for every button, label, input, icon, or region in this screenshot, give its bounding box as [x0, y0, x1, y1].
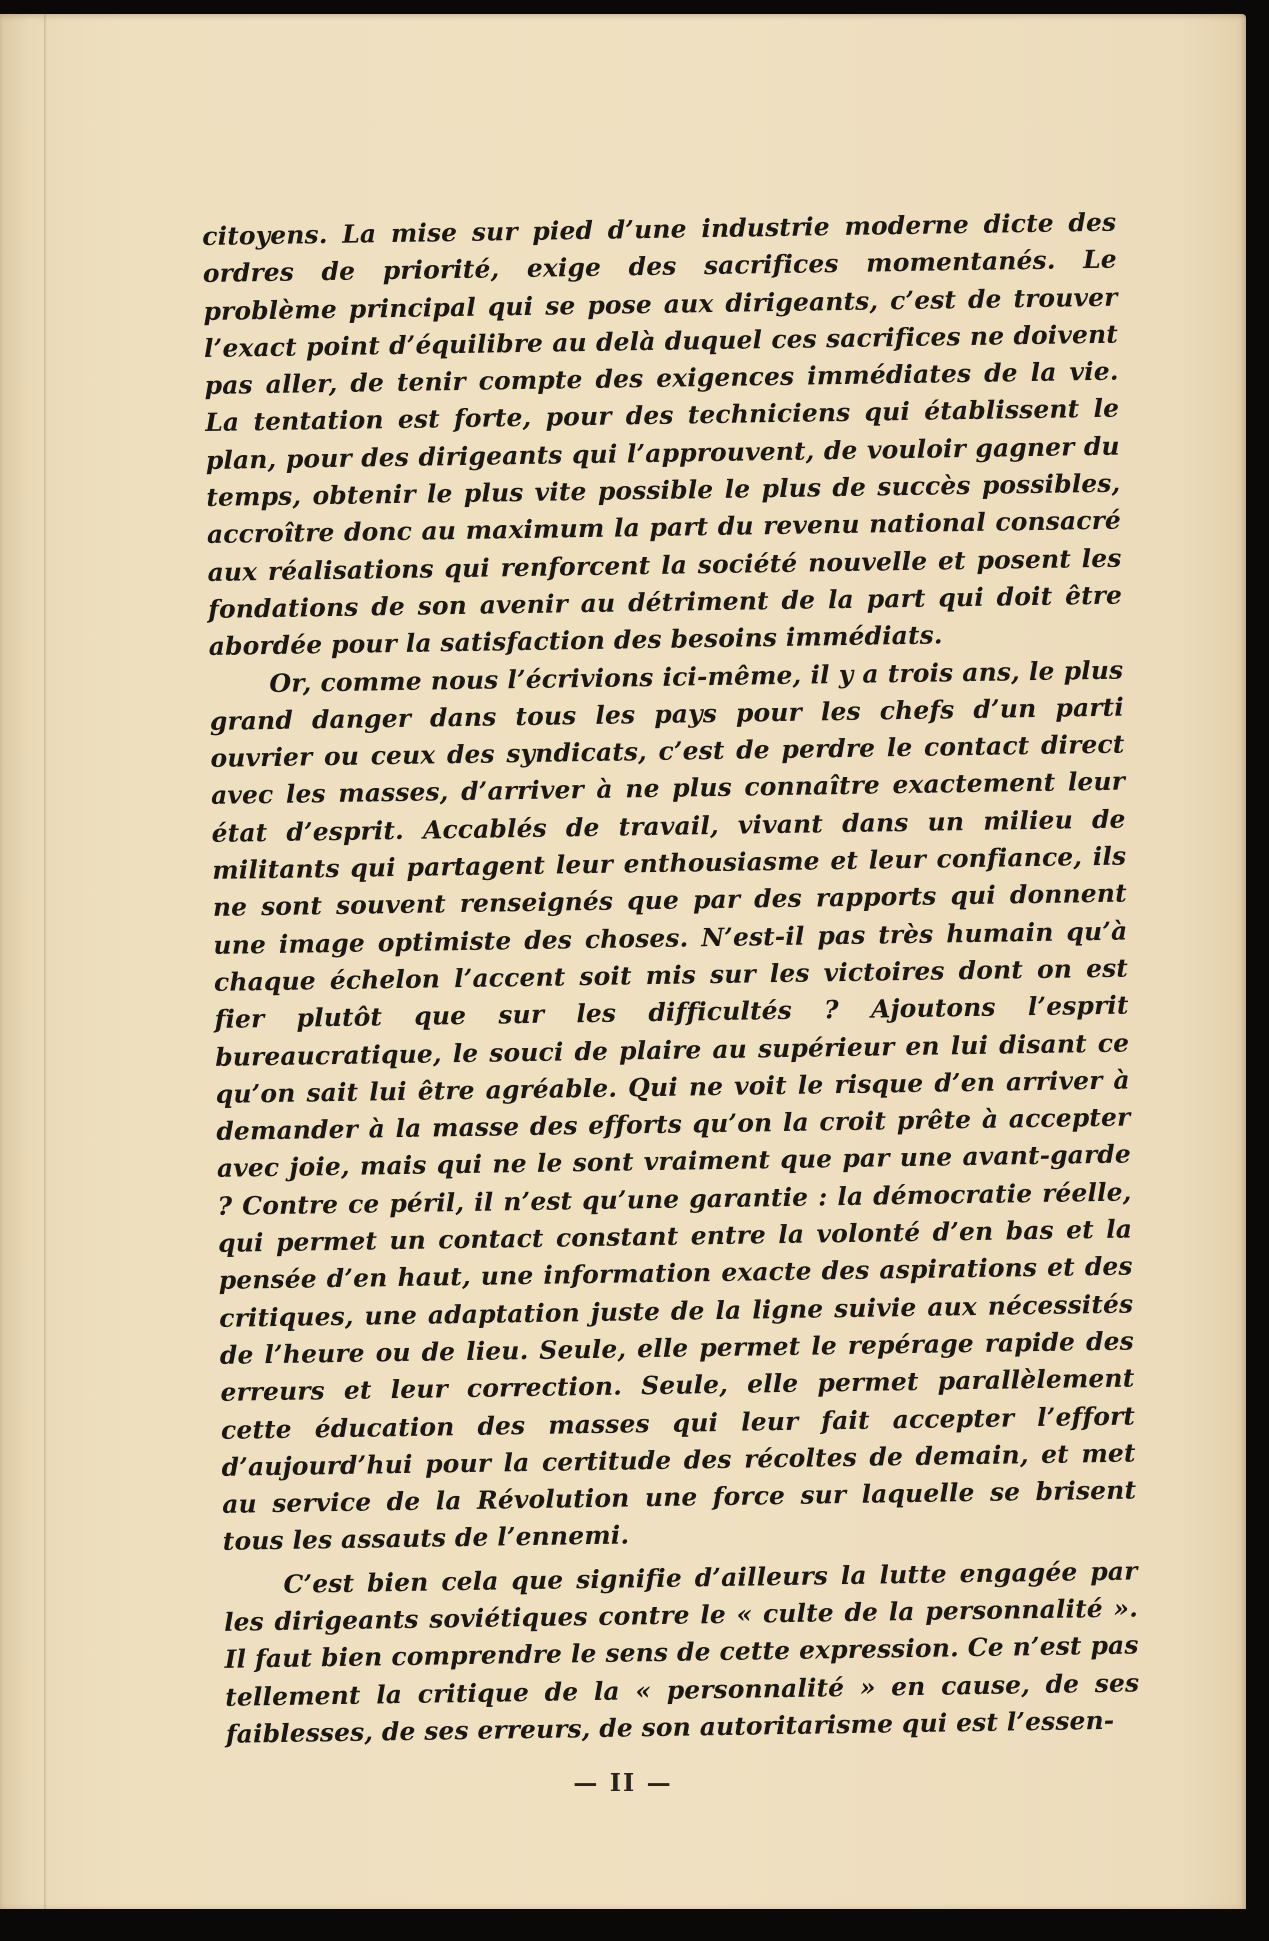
binding-gutter: [44, 14, 47, 1909]
paragraph-3: C’est bien cela que signifie d’ailleurs la lutte engagée par les dirigeants soviétiques contre le « culte de la personnalité ». Il faut bien comprendre le sens de cette expression. Ce n’est pas tellement la critique de la « personnalité » en cause, de ses faiblesses, de ses erreurs, de son autoritarisme qui est l’essen-: [223, 1556, 1140, 1749]
paragraph-1: citoyens. La mise sur pied d’une industrie moderne dicte des ordres de priorité, exige des sacrifices momentanés. Le problème principal qui se pose aux dirigeants, c’est de trouver l’exact point d’équilibre au delà duquel ces sacrifices ne doivent pas aller, de tenir compte des exigences immédiates de la vie. La tentation est forte, pour des techniciens qui établissent le plan, pour des dirigeants qui l’approuvent, de vouloir gagner du temps, obtenir le plus vite possible le plus de succès possibles, accroître donc au maximum la part du revenu national consacré aux réalisations qui renforcent la société nouvelle et posent les fondations de son avenir au détriment de la part qui doit être abordée pour la satisfaction des besoins immédiats.: [202, 207, 1123, 662]
body-text: [202, 204, 1140, 1753]
page-number: — II —: [573, 1768, 673, 1797]
paragraph-2: Or, comme nous l’écrivions ici-même, il y a trois ans, le plus grand danger dans tous les pays pour les chefs d’un parti ouvrier ou ceux des syndicats, c’est de perdre le contact direct avec les masses, d’arriver à ne plus connaître exactement leur état d’esprit. Accablés de travail, vivant dans un milieu de militants qui partagent leur enthousiasme et leur confiance, ils ne sont souvent renseignés que par des rapports qui donnent une image optimiste des choses. N’est-il pas très humain qu’à chaque échelon l’accent soit mis sur les victoires dont on est fier plutôt que sur les difficultés ? Ajoutons l’esprit bureaucratique, le souci de plaire au supérieur en lui disant ce qu’on sait lui être agréable. Qui ne voit le risque d’en arriver à demander à la masse des efforts qu’on la croit prête à accepter avec joie, mais qui ne le sont vraiment que par une avant-garde ? Contre ce péril, il n’est qu’une garantie : la démocratie réelle, qui permet un contact constant entre la volonté d’en bas et la pensée d’en haut, une information exacte des aspirations et des critiques, une adaptation juste de la ligne suivie aux nécessités de l’heure ou de lieu. Seule, elle permet le repérage rapide des erreurs et leur correction. Seule, elle permet parallèlement cette éducation des masses qui leur fait accepter l’effort d’aujourd’hui pour la certitude des récoltes de demain, et met au service de la Révolution une force sur laquelle se brisent tous les assauts de l’ennemi.: [209, 655, 1137, 1557]
